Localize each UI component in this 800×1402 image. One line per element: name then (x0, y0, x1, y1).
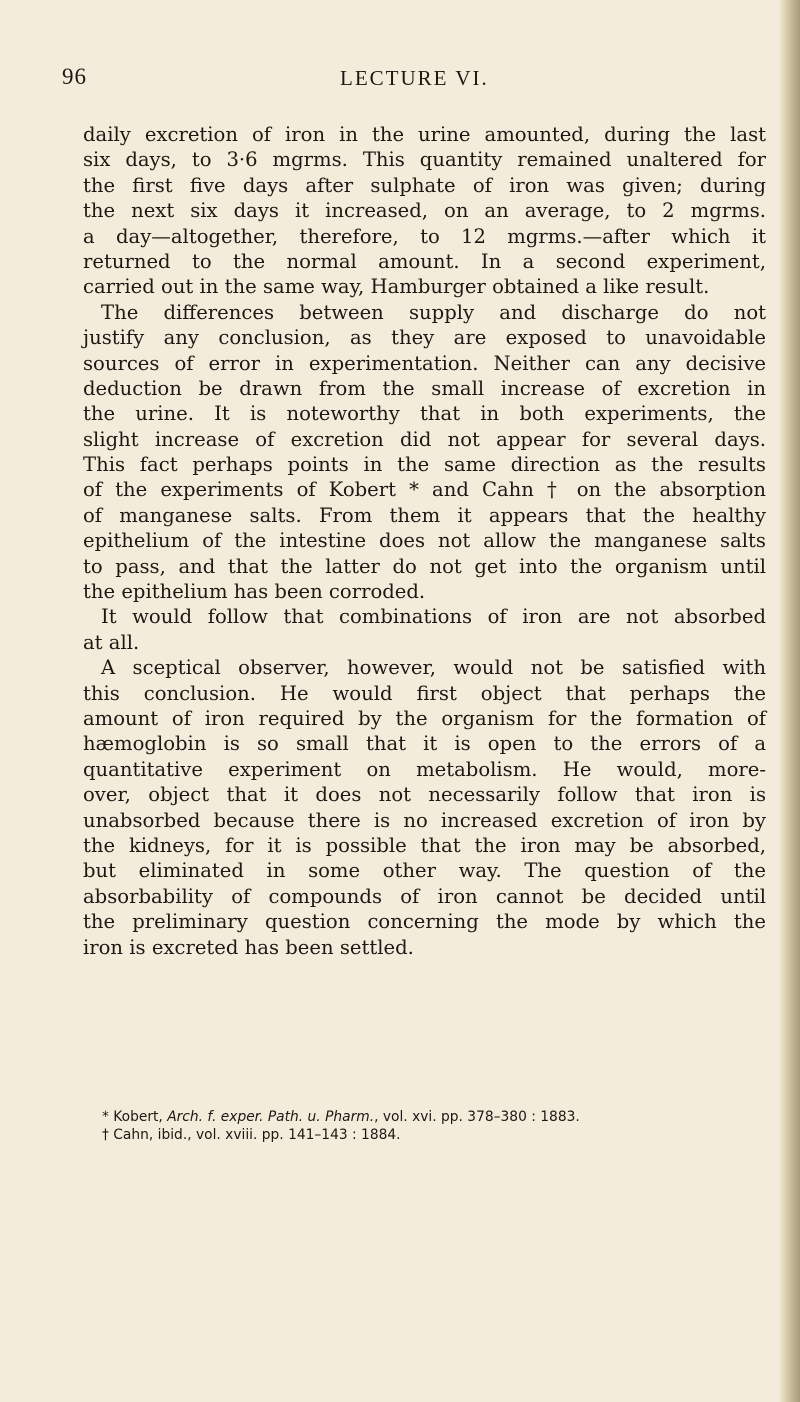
text-line: absorbability of compounds of iron cannot be decided until (83, 884, 766, 908)
text-line: the next six days it increased, on an average, to 2 mgrms. (83, 199, 766, 223)
text-line: the kidneys, for it is possible that the iron may be absorbed, (83, 833, 766, 857)
page-edge-shadow (780, 0, 800, 1402)
text-line: A sceptical observer, however, would not be satisfied with (101, 656, 766, 680)
text-line: epithelium of the intestine does not allow the manganese salts (83, 529, 766, 553)
text-line: The differences between supply and discharge do not (101, 300, 766, 324)
text-line: a day—altogether, therefore, to 12 mgrms.—after which it (83, 224, 766, 248)
text-line: but eliminated in some other way. The question of the (83, 859, 766, 883)
text-line: to pass, and that the latter do not get into the organism until (83, 554, 766, 578)
page-number: 96 (62, 64, 87, 89)
text-line: It would follow that combinations of iron are not absorbed (101, 605, 766, 629)
text-line: amount of iron required by the organism for the formation of (83, 706, 766, 730)
text-line: of manganese salts. From them it appears that the healthy (83, 503, 766, 527)
text-line: deduction be drawn from the small increase of excretion in (83, 376, 766, 400)
text-line: the urine. It is noteworthy that in both experiments, the (83, 402, 766, 426)
text-line: six days, to 3·6 mgrms. This quantity remained unaltered for (83, 148, 766, 172)
running-head: LECTURE VI. (340, 66, 489, 90)
text-line: hæmoglobin is so small that it is open to the errors of a (83, 732, 766, 756)
footnote-cahn: † Cahn, ibid., vol. xviii. pp. 141–143 : 1884. (102, 1127, 401, 1143)
text-line: of the experiments of Kobert * and Cahn † on the absorption (83, 478, 766, 502)
text-line: the first five days after sulphate of iron was given; during (83, 173, 766, 197)
footnote-kobert-ref: , vol. xvi. pp. 378–380 : 1883. (374, 1109, 580, 1125)
text-line: justify any conclusion, as they are exposed to unavoidable (83, 326, 766, 350)
text-line: iron is excreted has been settled. (83, 935, 414, 959)
text-line: this conclusion. He would first object that perhaps the (83, 681, 766, 705)
footnote-kobert-journal: Arch. f. exper. Path. u. Pharm. (167, 1109, 375, 1125)
text-line: the epithelium has been corroded. (83, 580, 426, 604)
text-line: This fact perhaps points in the same direction as the results (83, 453, 766, 477)
body-text (83, 122, 766, 960)
text-line: sources of error in experimentation. Neither can any decisive (83, 351, 766, 375)
text-line: at all. (83, 630, 140, 654)
text-line: over, object that it does not necessarily follow that iron is (83, 783, 766, 807)
text-line: quantitative experiment on metabolism. He would, more- (83, 757, 766, 781)
footnote-kobert-author: * Kobert, (102, 1109, 168, 1125)
text-line: slight increase of excretion did not appear for several days. (83, 427, 766, 451)
footnote-kobert (102, 1108, 762, 1126)
text-line: unabsorbed because there is no increased excretion of iron by (83, 808, 766, 832)
text-line: daily excretion of iron in the urine amounted, during the last (83, 123, 766, 146)
footnotes (102, 1108, 762, 1144)
text-line: the preliminary question concerning the mode by which the (83, 910, 766, 934)
text-line: returned to the normal amount. In a second experiment, (83, 249, 766, 273)
page-header (0, 62, 800, 102)
text-line: carried out in the same way, Hamburger obtained a like result. (83, 275, 710, 299)
